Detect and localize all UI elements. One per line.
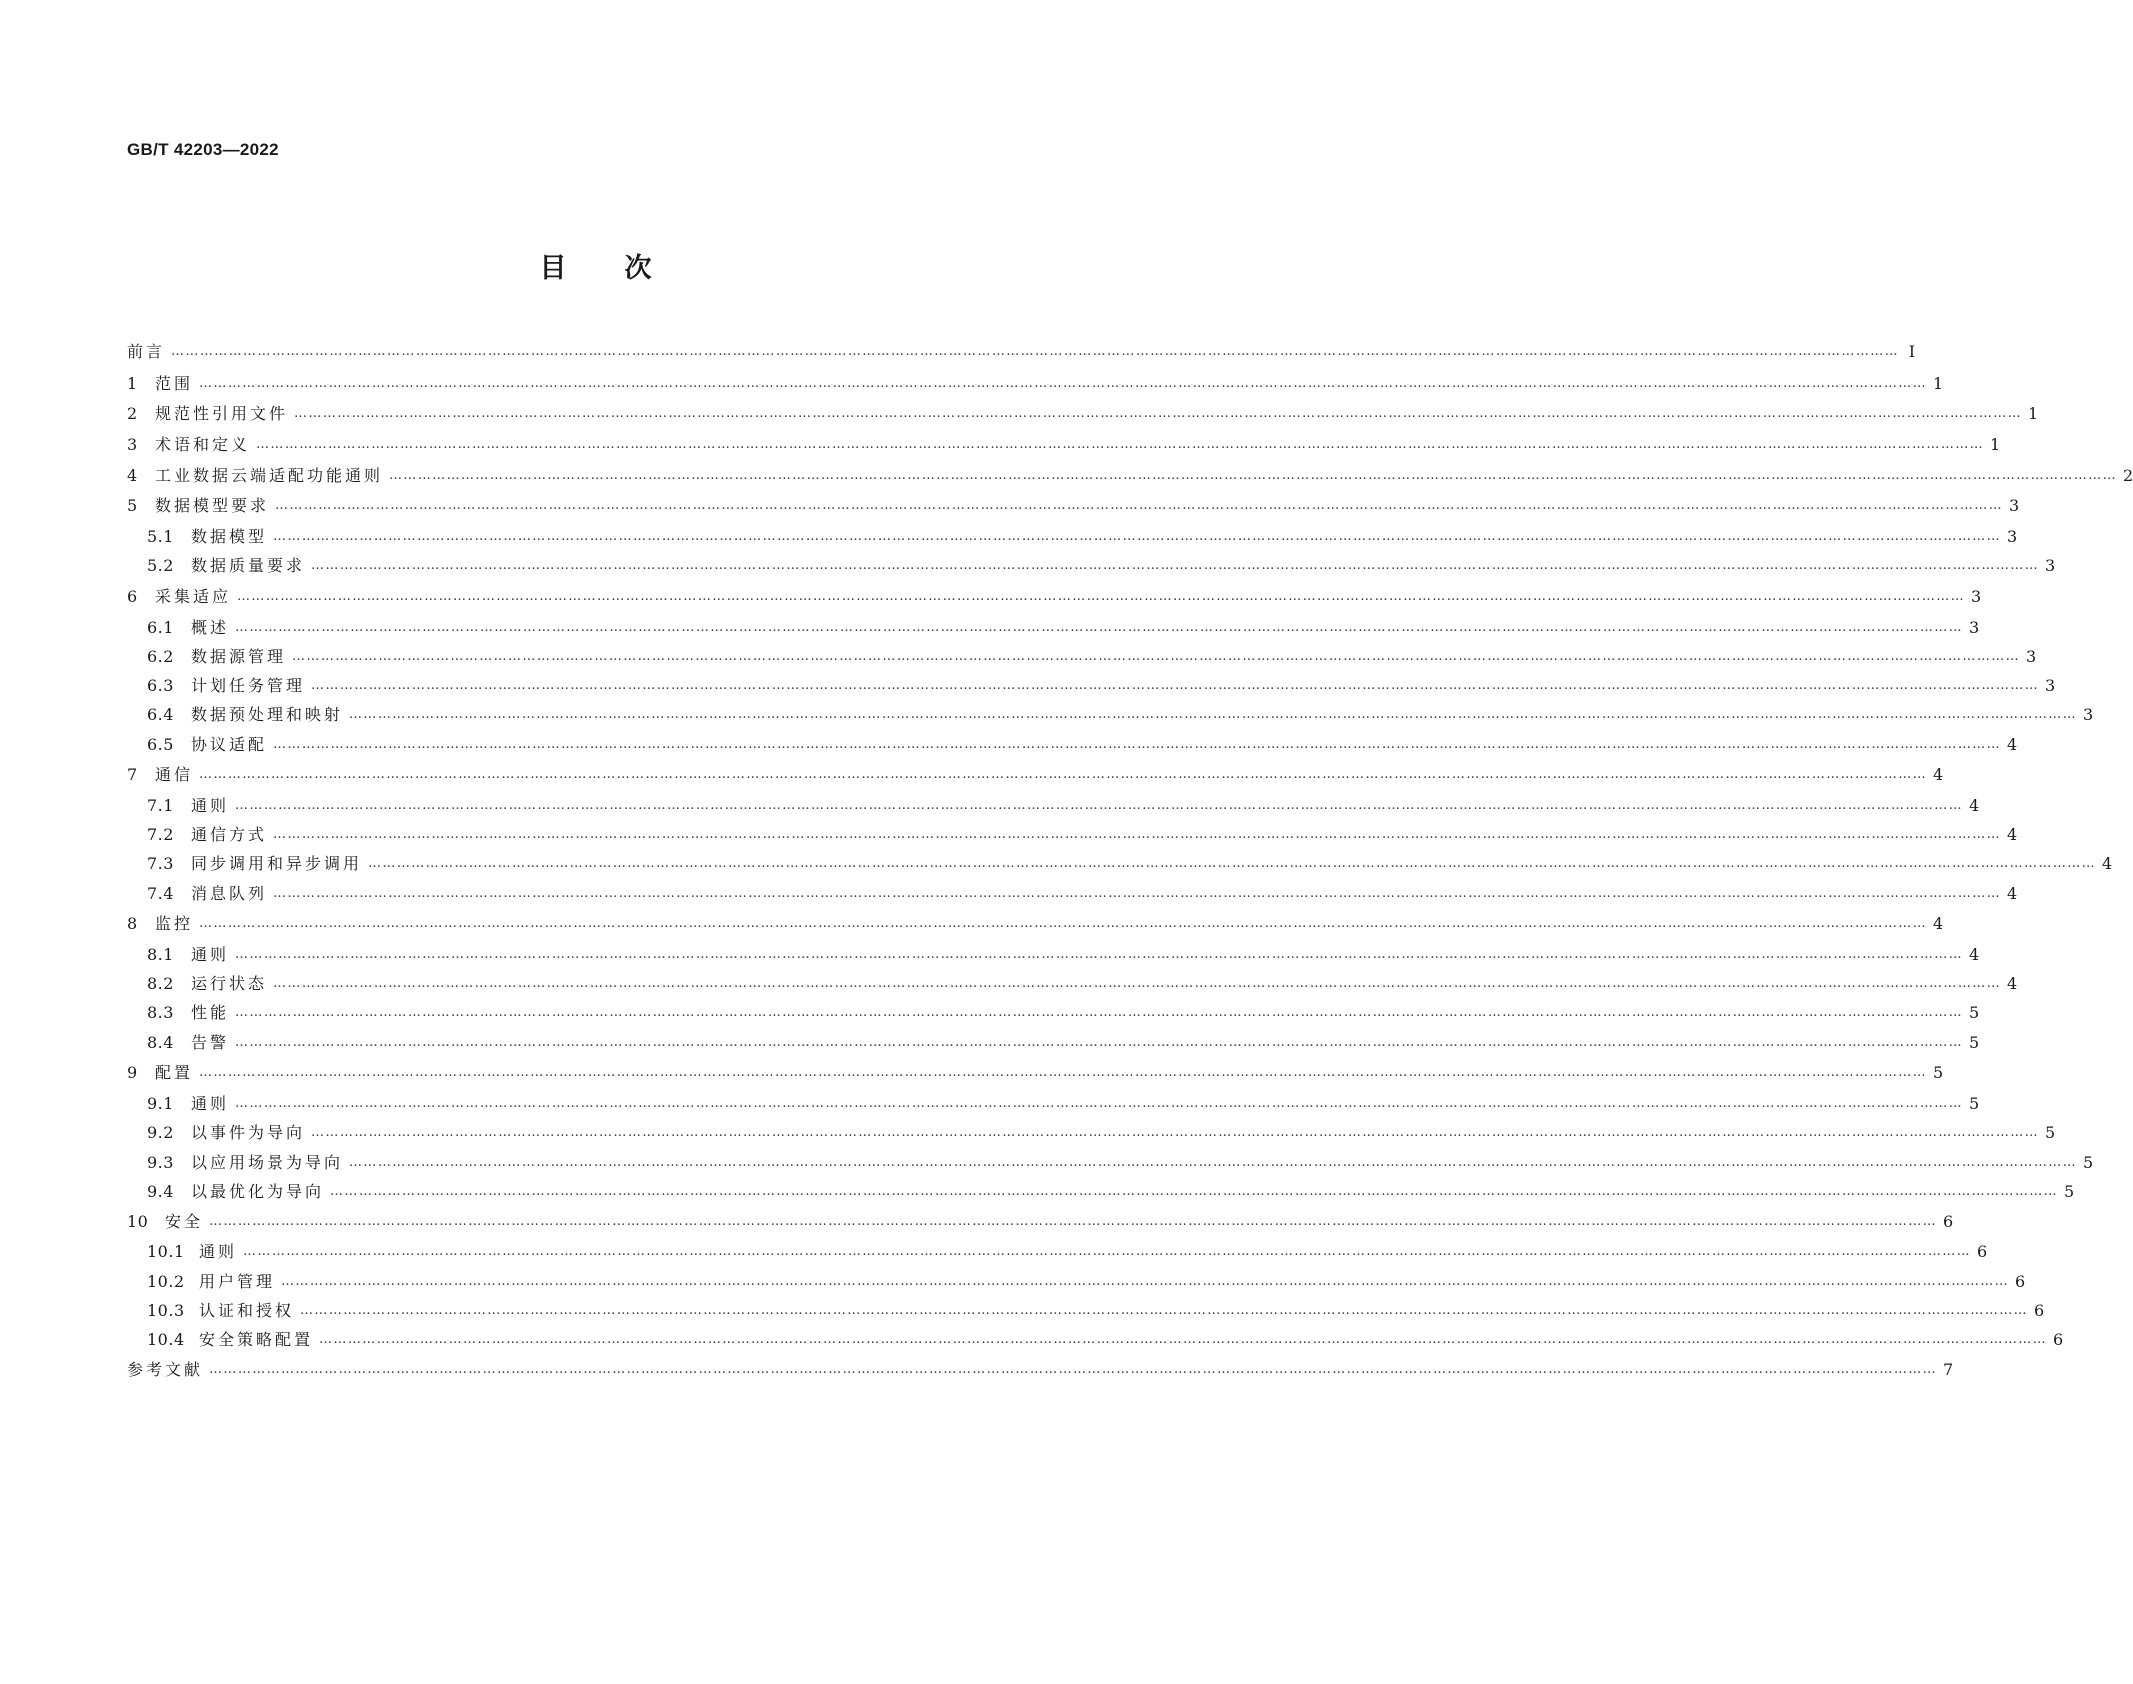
toc-entry[interactable] — [147, 1001, 1980, 1025]
toc-entry-title: 数据源管理 — [191, 647, 287, 666]
toc-entry-title: 参考文献 — [127, 1360, 204, 1379]
toc-entry[interactable] — [147, 1270, 2026, 1294]
toc-entry[interactable] — [147, 852, 2113, 876]
toc-entry-page: 6 — [1977, 1242, 1988, 1261]
toc-entry-number: 8.4 — [147, 1033, 174, 1052]
toc-entry[interactable] — [147, 525, 2018, 549]
toc-entry-page: 4 — [1933, 914, 1944, 933]
toc-entry[interactable] — [147, 1031, 1980, 1055]
toc-entry-title: 配置 — [155, 1063, 194, 1082]
toc-entry[interactable] — [127, 402, 2039, 426]
toc-dot-leader: ……………………………………………………………………………………………………………………………………………………………………………………………………………………………………………………………………………………………………………………………… — [273, 886, 2002, 901]
toc-entry-page: 6 — [2053, 1330, 2064, 1349]
toc-entry-page: 5 — [1969, 1033, 1980, 1052]
toc-entry-title: 通信 — [155, 765, 194, 784]
toc-entry-number: 10.2 — [147, 1272, 185, 1291]
toc-entry-page: 4 — [2102, 854, 2113, 873]
toc-entry-number: 8 — [127, 914, 138, 933]
toc-dot-leader: ……………………………………………………………………………………………………………………………………………………………………………………………………………………………………………………………………………………………………………………………… — [235, 1035, 1964, 1050]
toc-entry-number: 4 — [127, 466, 138, 485]
toc-dot-leader: ……………………………………………………………………………………………………………………………………………………………………………………………………………………………………………………………………………………………………………………………… — [311, 1125, 2040, 1140]
toc-entry-number: 6.1 — [147, 618, 174, 637]
toc-entry-page: 3 — [1969, 618, 1980, 637]
toc-entry[interactable] — [147, 674, 2056, 698]
toc-dot-leader: ……………………………………………………………………………………………………………………………………………………………………………………………………………………………………………………………………………………………………………………………… — [199, 767, 1928, 782]
toc-dot-leader: ……………………………………………………………………………………………………………………………………………………………………………………………………………………………………………………………………………………………………………………………… — [330, 1184, 2059, 1199]
toc-dot-leader: ……………………………………………………………………………………………………………………………………………………………………………………………………………………………………………………………………………………………………………………………… — [368, 856, 2097, 871]
toc-entry-number: 7.2 — [147, 825, 174, 844]
page-title: 目次 — [539, 253, 710, 284]
toc-dot-leader: ……………………………………………………………………………………………………………………………………………………………………………………………………………………………………………………………………………………………………………………………… — [209, 1362, 1938, 1377]
toc-entry-title: 通则 — [191, 945, 230, 964]
toc-dot-leader: ……………………………………………………………………………………………………………………………………………………………………………………………………………………………………………………………………………………………………………………………… — [199, 916, 1928, 931]
toc-entry-number: 10 — [127, 1212, 149, 1231]
toc-entry-number: 10.4 — [147, 1330, 185, 1349]
toc-entry[interactable] — [147, 703, 2094, 727]
toc-entry-number: 7.4 — [147, 884, 174, 903]
toc-entry[interactable] — [147, 1299, 2045, 1323]
toc-entry[interactable] — [147, 1240, 1988, 1264]
toc-dot-leader: ……………………………………………………………………………………………………………………………………………………………………………………………………………………………………………………………………………………………………………………………… — [273, 827, 2002, 842]
toc-dot-leader: ……………………………………………………………………………………………………………………………………………………………………………………………………………………………………………………………………………………………………………………………… — [311, 558, 2040, 573]
toc-entry-number: 8.2 — [147, 974, 174, 993]
toc-entry[interactable] — [127, 1061, 1944, 1085]
toc-entry-title: 监控 — [155, 914, 194, 933]
toc-entry[interactable] — [127, 1210, 1954, 1234]
toc-entry-page: 5 — [2064, 1182, 2075, 1201]
toc-dot-leader: ……………………………………………………………………………………………………………………………………………………………………………………………………………………………………………………………………………………………………………………………… — [311, 678, 2040, 693]
toc-entry-title: 安全策略配置 — [199, 1330, 314, 1349]
toc-entry-page: 3 — [2083, 705, 2094, 724]
toc-entry-number: 9.3 — [147, 1153, 174, 1172]
toc-dot-leader: ……………………………………………………………………………………………………………………………………………………………………………………………………………………………………………………………………………………………………………………………… — [235, 798, 1964, 813]
toc-dot-leader: ……………………………………………………………………………………………………………………………………………………………………………………………………………………………………………………………………………………………………………………………… — [300, 1303, 2029, 1318]
toc-entry-number: 8.1 — [147, 945, 174, 964]
toc-dot-leader: ……………………………………………………………………………………………………………………………………………………………………………………………………………………………………………………………………………………………………………………………… — [199, 1065, 1928, 1080]
toc-entry-title: 术语和定义 — [155, 435, 251, 454]
standard-code: GB/T 42203—2022 — [127, 140, 279, 159]
toc-entry-number: 9 — [127, 1063, 138, 1082]
toc-entry-number: 10.1 — [147, 1242, 185, 1261]
toc-entry-title: 数据质量要求 — [191, 556, 306, 575]
toc-dot-leader: ……………………………………………………………………………………………………………………………………………………………………………………………………………………………………………………………………………………………………………………………… — [275, 498, 2004, 513]
toc-entry-title: 用户管理 — [199, 1272, 276, 1291]
toc-entry-page: 1 — [2028, 404, 2039, 423]
toc-entry-number: 6 — [127, 587, 138, 606]
toc-entry-number: 9.1 — [147, 1094, 174, 1113]
toc-entry-page: 3 — [2009, 496, 2020, 515]
toc-dot-leader: ……………………………………………………………………………………………………………………………………………………………………………………………………………………………………………………………………………………………………………………………… — [235, 620, 1964, 635]
toc-entry-page: 4 — [2007, 735, 2018, 754]
toc-entry-title: 消息队列 — [191, 884, 268, 903]
toc-entry-page: 1 — [1990, 435, 2001, 454]
toc-entry-title: 数据模型要求 — [155, 496, 270, 515]
toc-entry-title: 采集适应 — [155, 587, 232, 606]
toc-entry-page: 4 — [2007, 884, 2018, 903]
toc-dot-leader: ……………………………………………………………………………………………………………………………………………………………………………………………………………………………………………………………………………………………………………………………… — [171, 344, 1900, 359]
toc-entry-number: 9.2 — [147, 1123, 174, 1142]
toc-entry-number: 7.3 — [147, 854, 174, 873]
toc-entry[interactable] — [127, 464, 2133, 488]
toc-entry-page: 6 — [2015, 1272, 2026, 1291]
toc-entry-number: 7.1 — [147, 796, 174, 815]
toc-dot-leader: ……………………………………………………………………………………………………………………………………………………………………………………………………………………………………………………………………………………………………………………………… — [243, 1244, 1972, 1259]
toc-dot-leader: ……………………………………………………………………………………………………………………………………………………………………………………………………………………………………………………………………………………………………………………………… — [349, 1155, 2078, 1170]
toc-entry[interactable] — [147, 1151, 2094, 1175]
toc-entry-number: 6.5 — [147, 735, 174, 754]
toc-entry-title: 以事件为导向 — [191, 1123, 306, 1142]
toc-entry-number: 7 — [127, 765, 138, 784]
toc-entry-page: 4 — [1933, 765, 1944, 784]
toc-entry-number: 6.4 — [147, 705, 174, 724]
toc-entry-number: 1 — [127, 374, 138, 393]
toc-dot-leader: ……………………………………………………………………………………………………………………………………………………………………………………………………………………………………………………………………………………………………………………………… — [349, 707, 2078, 722]
toc-entry-page: 4 — [1969, 796, 1980, 815]
toc-dot-leader: ……………………………………………………………………………………………………………………………………………………………………………………………………………………………………………………………………………………………………………………………… — [209, 1214, 1938, 1229]
toc-dot-leader: ……………………………………………………………………………………………………………………………………………………………………………………………………………………………………………………………………………………………………………………………… — [319, 1332, 2048, 1347]
toc-entry-page: 1 — [1933, 374, 1944, 393]
toc-dot-leader: ……………………………………………………………………………………………………………………………………………………………………………………………………………………………………………………………………………………………………………………………… — [235, 1096, 1964, 1111]
toc-entry-page: 2 — [2123, 466, 2133, 485]
toc-entry-page: 3 — [2007, 527, 2018, 546]
toc-entry-title: 数据预处理和映射 — [191, 705, 344, 724]
toc-entry-number: 2 — [127, 404, 138, 423]
toc-entry-title: 数据模型 — [191, 527, 268, 546]
toc-entry[interactable] — [147, 1121, 2056, 1145]
toc-dot-leader: ……………………………………………………………………………………………………………………………………………………………………………………………………………………………………………………………………………………………………………………………… — [389, 468, 2118, 483]
toc-entry-page: 5 — [1969, 1094, 1980, 1113]
toc-entry-title: 通则 — [199, 1242, 238, 1261]
toc-entry-page: 5 — [2045, 1123, 2056, 1142]
toc-entry-title: 规范性引用文件 — [155, 404, 289, 423]
toc-entry-title: 概述 — [191, 618, 230, 637]
toc-dot-leader: ……………………………………………………………………………………………………………………………………………………………………………………………………………………………………………………………………………………………………………………………… — [292, 649, 2021, 664]
toc-entry[interactable] — [147, 882, 2018, 906]
toc-entry[interactable] — [147, 616, 1980, 640]
toc-entry-page: 5 — [1969, 1003, 1980, 1022]
toc-entry[interactable] — [147, 1180, 2075, 1204]
toc-entry-number: 5.1 — [147, 527, 174, 546]
toc-entry-title: 通则 — [191, 1094, 230, 1113]
toc-entry[interactable] — [127, 763, 1944, 787]
toc-dot-leader: ……………………………………………………………………………………………………………………………………………………………………………………………………………………………………………………………………………………………………………………………… — [256, 437, 1985, 452]
toc-dot-leader: ……………………………………………………………………………………………………………………………………………………………………………………………………………………………………………………………………………………………………………………………… — [235, 1005, 1964, 1020]
toc-entry-number: 5 — [127, 496, 138, 515]
toc-entry[interactable] — [127, 340, 1916, 364]
toc-dot-leader: ……………………………………………………………………………………………………………………………………………………………………………………………………………………………………………………………………………………………………………………………… — [237, 589, 1966, 604]
toc-entry-page: 5 — [2083, 1153, 2094, 1172]
toc-entry-title: 前言 — [127, 342, 166, 361]
toc-entry-number: 5.2 — [147, 556, 174, 575]
toc-entry-page: 5 — [1933, 1063, 1944, 1082]
toc-entry-title: 安全 — [165, 1212, 204, 1231]
toc-entry-title: 通则 — [191, 796, 230, 815]
toc-entry-number: 9.4 — [147, 1182, 174, 1201]
toc-entry-page: 4 — [2007, 825, 2018, 844]
toc-entry-page: 6 — [1943, 1212, 1954, 1231]
toc-dot-leader: ……………………………………………………………………………………………………………………………………………………………………………………………………………………………………………………………………………………………………………………………… — [273, 737, 2002, 752]
toc-entry-number: 6.2 — [147, 647, 174, 666]
toc-entry[interactable] — [147, 645, 2037, 669]
toc-entry[interactable] — [147, 972, 2018, 996]
toc-dot-leader: ……………………………………………………………………………………………………………………………………………………………………………………………………………………………………………………………………………………………………………………………… — [281, 1274, 2010, 1289]
toc-entry[interactable] — [147, 733, 2018, 757]
toc-entry[interactable] — [127, 494, 2020, 518]
toc-entry-page: 4 — [2007, 974, 2018, 993]
toc-entry-number: 6.3 — [147, 676, 174, 695]
toc-dot-leader: ……………………………………………………………………………………………………………………………………………………………………………………………………………………………………………………………………………………………………………………………… — [273, 529, 2002, 544]
toc-entry-title: 运行状态 — [191, 974, 268, 993]
toc-entry[interactable] — [127, 912, 1944, 936]
toc-entry-page: 3 — [2045, 556, 2056, 575]
toc-entry-page: 3 — [2045, 676, 2056, 695]
toc-entry-title: 性能 — [191, 1003, 230, 1022]
toc-entry[interactable] — [147, 1328, 2064, 1352]
toc-entry-title: 以应用场景为导向 — [191, 1153, 344, 1172]
toc-entry-title: 以最优化为导向 — [191, 1182, 325, 1201]
toc-entry-number: 8.3 — [147, 1003, 174, 1022]
toc-entry-title: 通信方式 — [191, 825, 268, 844]
toc-entry[interactable] — [127, 433, 2001, 457]
toc-entry-title: 同步调用和异步调用 — [191, 854, 363, 873]
toc-entry[interactable] — [147, 794, 1980, 818]
toc-dot-leader: ……………………………………………………………………………………………………………………………………………………………………………………………………………………………………………………………………………………………………………………………… — [235, 947, 1964, 962]
toc-entry[interactable] — [127, 1358, 1954, 1382]
toc-entry-page: 4 — [1969, 945, 1980, 964]
toc-entry-page: 7 — [1943, 1360, 1954, 1379]
toc-dot-leader: ……………………………………………………………………………………………………………………………………………………………………………………………………………………………………………………………………………………………………………………………… — [273, 976, 2002, 991]
toc-entry-page: Ⅰ — [1908, 342, 1916, 361]
toc-entry-page: 3 — [1971, 587, 1982, 606]
toc-entry-page: 6 — [2034, 1301, 2045, 1320]
toc-entry[interactable] — [147, 1092, 1980, 1116]
toc-entry[interactable] — [147, 943, 1980, 967]
toc-entry[interactable] — [147, 823, 2018, 847]
toc-entry-number: 3 — [127, 435, 138, 454]
toc-entry-title: 告警 — [191, 1033, 230, 1052]
toc-dot-leader: ……………………………………………………………………………………………………………………………………………………………………………………………………………………………………………………………………………………………………………………………… — [294, 406, 2023, 421]
toc-entry[interactable] — [127, 585, 1982, 609]
toc-entry[interactable] — [127, 372, 1944, 396]
toc-entry-title: 范围 — [155, 374, 194, 393]
toc-entry-title: 认证和授权 — [199, 1301, 295, 1320]
toc-entry-page: 3 — [2026, 647, 2037, 666]
toc-entry-title: 工业数据云端适配功能通则 — [155, 466, 384, 485]
toc-entry-title: 计划任务管理 — [191, 676, 306, 695]
toc-entry[interactable] — [147, 554, 2056, 578]
toc-entry-number: 10.3 — [147, 1301, 185, 1320]
toc-dot-leader: ……………………………………………………………………………………………………………………………………………………………………………………………………………………………………………………………………………………………………………………………… — [199, 376, 1928, 391]
toc-entry-title: 协议适配 — [191, 735, 268, 754]
